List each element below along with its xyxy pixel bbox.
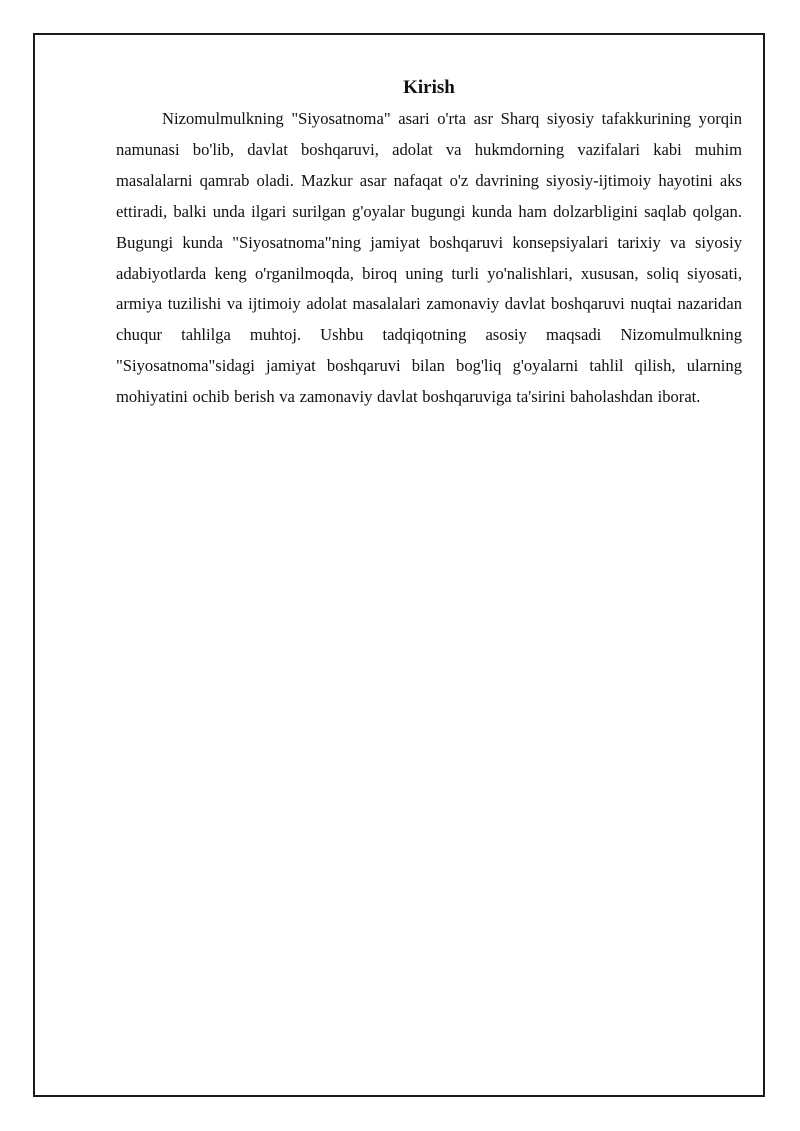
document-body: [116, 74, 742, 413]
document-title: Kirish: [403, 77, 455, 98]
intro-paragraph: Nizomulmulkning "Siyosatnoma" asari o'rta asr Sharq siyosiy tafakkurining yorqin namunasi bo'lib, davlat boshqaruvi, adolat va hukmdorning vazifalari kabi muhim masalalarni qamrab oladi. Mazkur asar nafaqat o'z davrining siyosiy-ijtimoiy hayotini aks ettiradi, balki unda ilgari surilgan g'oyalar bugungi kunda ham dolzarbligini saqlab qolgan. Bugungi kunda "Siyosatnoma"ning jamiyat boshqaruvi konsepsiyalari tarixiy va siyosiy adabiyotlarda keng o'rganilmoqda, biroq uning turli yo'nalishlari, xususan, soliq siyosati, armiya tuzilishi va ijtimoiy adolat masalalari zamonaviy davlat boshqaruvi nuqtai nazaridan chuqur tahlilga muhtoj. Ushbu tadqiqotning asosiy maqsadi Nizomulmulkning "Siyosatnoma"sidagi jamiyat boshqaruvi bilan bog'liq g'oyalarni tahlil qilish, ularning mohiyatini ochib berish va zamonaviy davlat boshqaruviga ta'sirini baholashdan iborat.: [116, 109, 742, 407]
